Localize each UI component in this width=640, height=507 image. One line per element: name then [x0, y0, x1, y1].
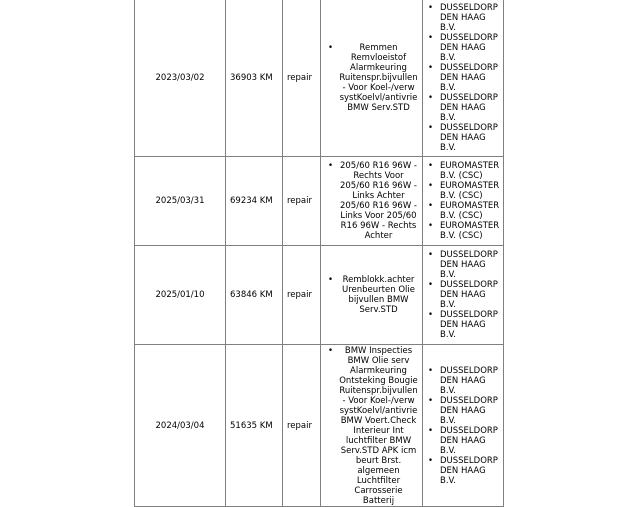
service-type: repair — [283, 246, 321, 345]
maintenance-history-table — [134, 0, 504, 507]
dealer-name: • DUSSELDORP DEN HAAG B.V. — [427, 250, 499, 280]
dealer-name: • DUSSELDORP DEN HAAG B.V. — [427, 366, 499, 396]
table-row — [135, 246, 504, 345]
service-description: • 205/60 R16 96W - Rechts Voor 205/60 R16 96W - Links Achter 205/60 R16 96W - Links Voor 205/60 R16 96W - Rechts Achter — [339, 161, 418, 241]
table-row — [135, 157, 504, 246]
dealer-name: • DUSSELDORP DEN HAAG B.V. — [427, 93, 499, 123]
table-row — [135, 0, 504, 157]
dealer-name: • DUSSELDORP DEN HAAG B.V. — [427, 426, 499, 456]
dealer-cell — [423, 0, 504, 157]
service-date: 2023/03/02 — [135, 0, 226, 157]
dealer-name: • DUSSELDORP DEN HAAG B.V. — [427, 396, 499, 426]
dealer-name: • DUSSELDORP DEN HAAG B.V. — [427, 456, 499, 486]
table-row — [135, 345, 504, 507]
mileage: 36903 KM — [226, 0, 283, 157]
service-description: • Remblokk.achter Urenbeurten Olie bijvullen BMW Serv.STD — [339, 275, 418, 315]
service-type: repair — [283, 345, 321, 507]
service-date: 2025/03/31 — [135, 157, 226, 246]
service-type: repair — [283, 157, 321, 246]
service-description: • BMW Inspecties BMW Olie serv Alarmkeuring Ontsteking Bougie Ruitenspr.bijvullen - Voor Koel-/verw systKoelvl/antivrie BMW Voert.Check Interieur Int luchtfilter BMW Serv.STD APK icm beurt Brst. algemeen Luchtfilter Carrosserie Batterij — [339, 346, 418, 506]
service-date: 2024/03/04 — [135, 345, 226, 507]
dealer-name: • DUSSELDORP DEN HAAG B.V. — [427, 33, 499, 63]
dealer-name: • EUROMASTER B.V. (CSC) — [427, 221, 499, 241]
service-date: 2025/01/10 — [135, 246, 226, 345]
dealer-cell — [423, 345, 504, 507]
service-description: • Remmen Remvloeistof Alarmkeuring Ruitenspr.bijvullen - Voor Koel-/verw systKoelvl/antivrie BMW Serv.STD — [339, 43, 418, 113]
service-type: repair — [283, 0, 321, 157]
dealer-name: • EUROMASTER B.V. (CSC) — [427, 201, 499, 221]
service-description-cell — [321, 345, 423, 507]
dealer-name: • DUSSELDORP DEN HAAG B.V. — [427, 63, 499, 93]
mileage: 63846 KM — [226, 246, 283, 345]
dealer-name: • DUSSELDORP DEN HAAG B.V. — [427, 280, 499, 310]
dealer-name: • EUROMASTER B.V. (CSC) — [427, 181, 499, 201]
dealer-cell — [423, 157, 504, 246]
service-description-cell — [321, 157, 423, 246]
mileage: 69234 KM — [226, 157, 283, 246]
dealer-name: • DUSSELDORP DEN HAAG B.V. — [427, 310, 499, 340]
service-description-cell — [321, 0, 423, 157]
mileage: 51635 KM — [226, 345, 283, 507]
service-description-cell — [321, 246, 423, 345]
dealer-name: • EUROMASTER B.V. (CSC) — [427, 161, 499, 181]
dealer-name: • DUSSELDORP DEN HAAG B.V. — [427, 123, 499, 153]
dealer-name: • DUSSELDORP DEN HAAG B.V. — [427, 3, 499, 33]
dealer-cell — [423, 246, 504, 345]
